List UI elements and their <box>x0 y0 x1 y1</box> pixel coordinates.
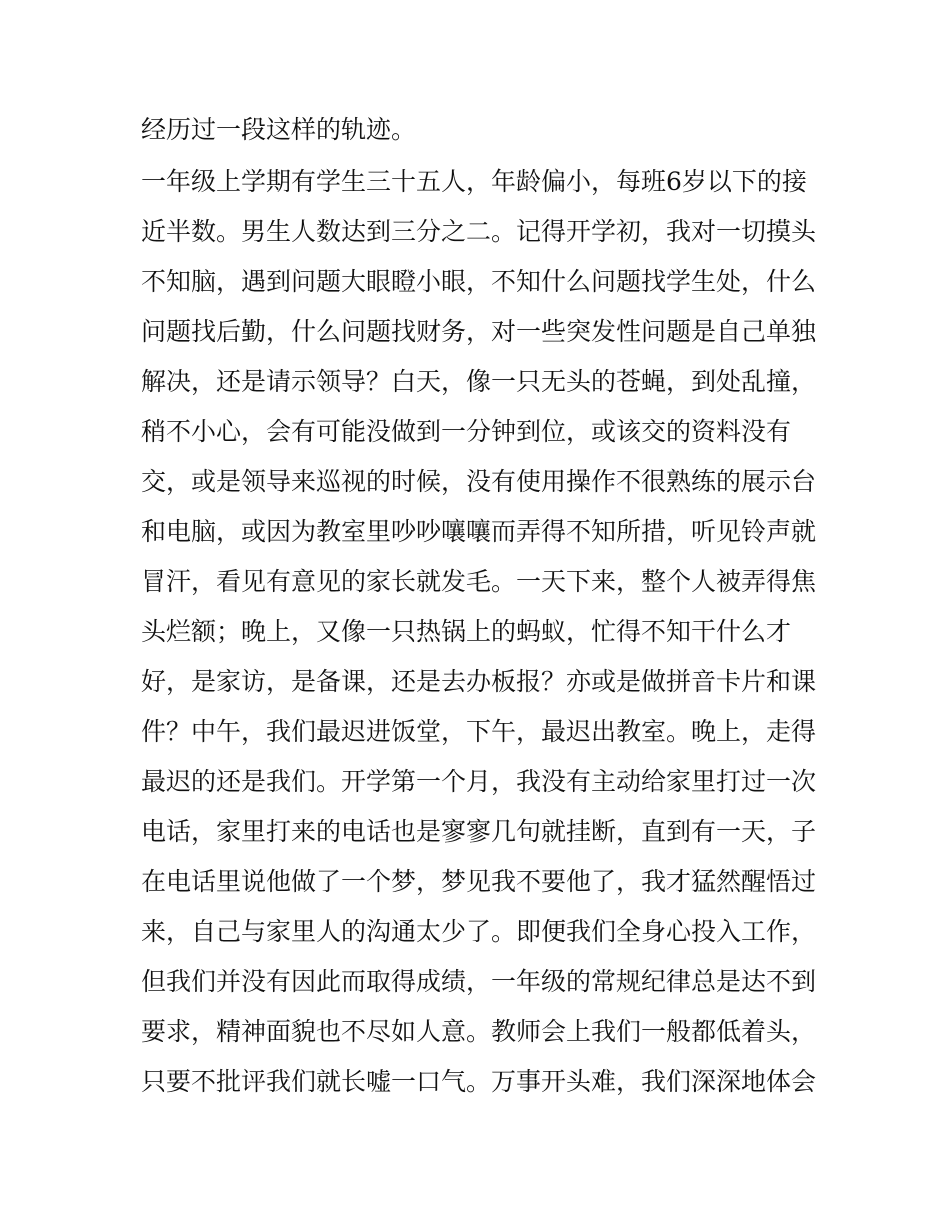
text-line: 最迟的还是我们。开学第一个月，我没有主动给家里打过一次 <box>141 767 817 796</box>
text-line: 交，或是领导来巡视的时候，没有使用操作不很熟练的展示台 <box>141 467 817 496</box>
text-line: 电话，家里打来的电话也是寥寥几句就挂断，直到有一天，子 <box>141 817 817 846</box>
text-line: 要求，精神面貌也不尽如人意。教师会上我们一般都低着头， <box>141 1017 817 1046</box>
text-line: 在电话里说他做了一个梦，梦见我不要他了，我才猛然醒悟过 <box>141 867 817 896</box>
text-line: 不知脑，遇到问题大眼瞪小眼，不知什么问题找学生处，什么 <box>141 267 817 296</box>
text-line: 头烂额；晚上，又像一只热锅上的蚂蚁，忙得不知干什么才 <box>141 617 792 646</box>
text-line: 只要不批评我们就长嘘一口气。万事开头难，我们深深地体会 <box>141 1067 817 1096</box>
text-line: 冒汗，看见有意见的家长就发毛。一天下来，整个人被弄得焦 <box>141 567 817 596</box>
text-line: 一年级上学期有学生三十五人，年龄偏小，每班6岁以下的接 <box>141 167 807 196</box>
text-line: 近半数。男生人数达到三分之二。记得开学初，我对一切摸头 <box>141 217 817 246</box>
text-line: 问题找后勤，什么问题找财务，对一些突发性问题是自己单独 <box>141 317 817 346</box>
text-line: 经历过一段这样的轨迹。 <box>141 115 417 144</box>
text-line: 稍不小心，会有可能没做到一分钟到位，或该交的资料没有 <box>141 417 792 446</box>
text-line: 解决，还是请示领导？白天，像一只无头的苍蝇，到处乱撞， <box>141 367 817 396</box>
text-line: 和电脑，或因为教室里吵吵嚷嚷而弄得不知所措，听见铃声就 <box>141 517 817 546</box>
text-line: 来，自己与家里人的沟通太少了。即便我们全身心投入工作， <box>141 917 817 946</box>
text-line: 好，是家访，是备课，还是去办板报？亦或是做拼音卡片和课 <box>141 667 817 696</box>
text-line: 但我们并没有因此而取得成绩，一年级的常规纪律总是达不到 <box>141 967 817 996</box>
text-line: 件？中午，我们最迟进饭堂，下午，最迟出教室。晚上，走得 <box>141 717 817 746</box>
